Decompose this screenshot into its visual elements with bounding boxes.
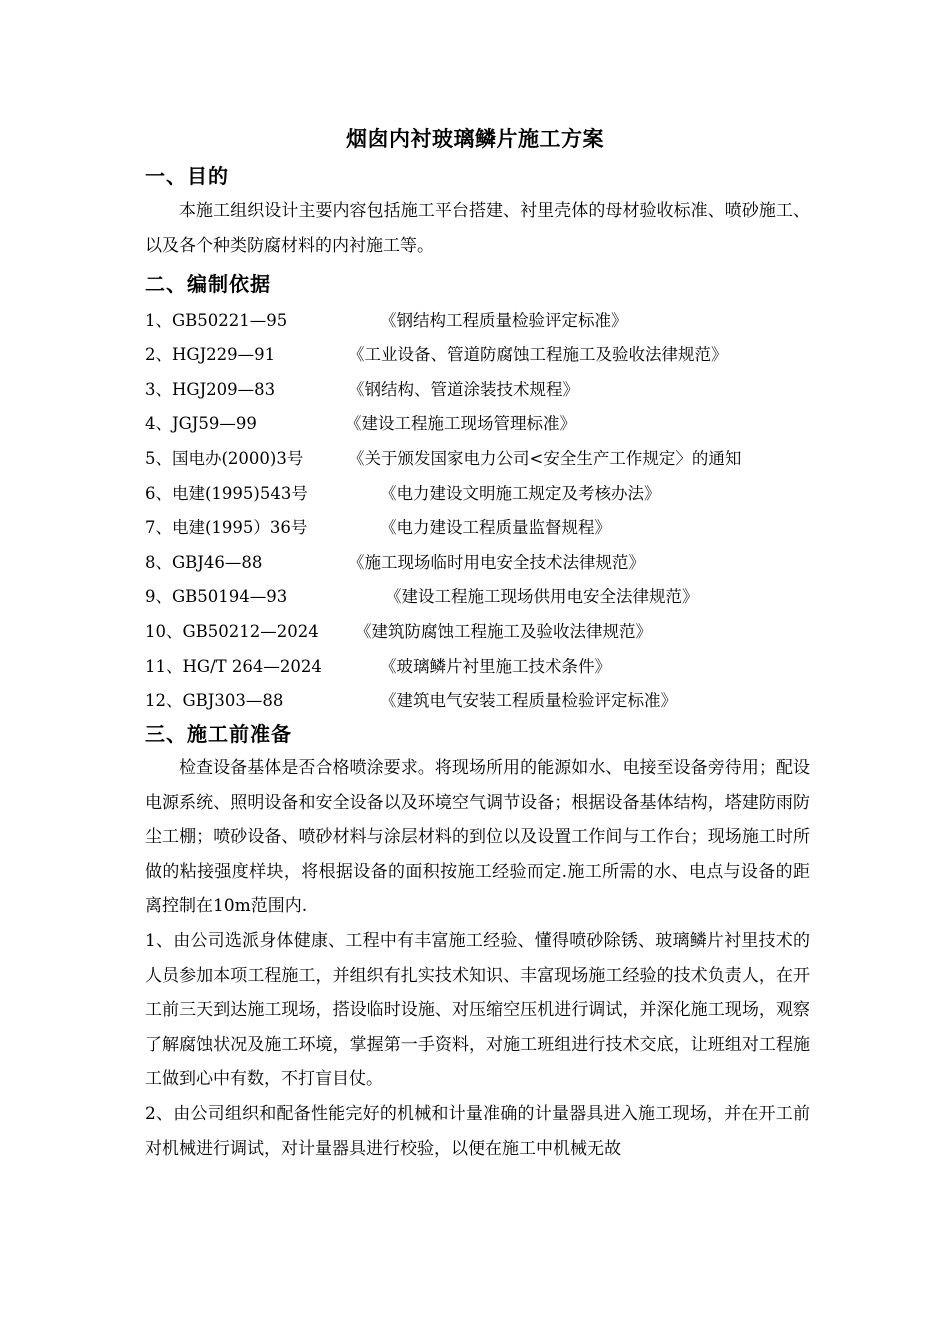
reference-title: 《关于颁发国家电力公司<安全生产工作规定〉的通知 [348, 449, 742, 468]
reference-item [145, 410, 845, 432]
reference-code: 8、GBJ46—88 [145, 553, 263, 572]
reference-title: 《建筑电气安装工程质量检验评定标准》 [380, 691, 677, 710]
section-heading-basis: 二、编制依据 [145, 272, 271, 296]
reference-code: 9、GB50194—93 [145, 587, 288, 606]
reference-code: 6、电建(1995)543号 [145, 484, 308, 503]
reference-code: 10、GB50212—2024 [145, 622, 319, 641]
reference-title: 《建设工程施工现场管理标准》 [345, 414, 576, 433]
reference-title: 《钢结构工程质量检验评定标准》 [380, 311, 628, 330]
reference-item [145, 549, 845, 571]
reference-item [145, 341, 845, 363]
document-title: 烟囱内衬玻璃鳞片施工方案 [346, 127, 604, 151]
reference-title: 《电力建设文明施工规定及考核办法》 [380, 484, 661, 503]
reference-item [145, 307, 845, 329]
reference-item [145, 583, 845, 605]
reference-item [145, 514, 845, 536]
reference-code: 4、JGJ59—99 [145, 414, 257, 433]
reference-item [145, 376, 845, 398]
preparation-paragraph: 检查设备基体是否合格喷涂要求。将现场所用的能源如水、电接至设备旁待用；配设电源系统、照明设备和安全设备以及环境空气调节设备；根据设备基体结构，塔建防雨防尘工棚；喷砂设备、喷砂材料与涂层材料的到位以及设置工作间与工作台；现场施工时所做的粘接强度样块，将根据设备的面积按施工经验而定.施工所需的水、电点与设备的距离控制在10m范围内. [145, 758, 810, 917]
reference-title: 《建设工程施工现场供用电安全法律规范》 [385, 587, 699, 606]
purpose-paragraph: 本施工组织设计主要内容包括施工平台搭建、衬里壳体的母材验收标准、喷砂施工、以及各个种类防腐材料的内衬施工等。 [145, 201, 810, 256]
reference-code: 3、HGJ209—83 [145, 380, 276, 399]
reference-title: 《玻璃鳞片衬里施工技术条件》 [380, 657, 611, 676]
reference-code: 1、GB50221—95 [145, 311, 288, 330]
section-heading-preparation: 三、施工前准备 [145, 722, 292, 746]
reference-item [145, 618, 845, 640]
reference-item [145, 687, 845, 709]
reference-title: 《工业设备、管道防腐蚀工程施工及验收法律规范》 [348, 345, 728, 364]
reference-code: 11、HG/T 264—2024 [145, 657, 322, 676]
reference-title: 《建筑防腐蚀工程施工及验收法律规范》 [355, 622, 652, 641]
reference-code: 7、电建(1995）36号 [145, 518, 308, 537]
reference-code: 12、GBJ303—88 [145, 691, 284, 710]
reference-title: 《钢结构、管道涂装技术规程》 [348, 380, 579, 399]
reference-title: 《电力建设工程质量监督规程》 [380, 518, 611, 537]
reference-item [145, 445, 845, 467]
section-heading-purpose: 一、目的 [145, 164, 229, 188]
reference-code: 2、HGJ229—91 [145, 345, 276, 364]
preparation-item-1: 1、由公司选派身体健康、工程中有丰富施工经验、懂得喷砂除锈、玻璃鳞片衬里技术的人员参加本项工程施工，并组织有扎实技术知识、丰富现场施工经验的技术负责人，在开工前三天到达施工现场，搭设临时设施、对压缩空压机进行调试，并深化施工现场，观察了解腐蚀状况及施工环境，掌握第一手资料，对施工班组进行技术交底，让班组对工程施工做到心中有数，不打盲目仗。 [145, 931, 810, 1090]
reference-item [145, 653, 845, 675]
reference-item [145, 480, 845, 502]
reference-title: 《施工现场临时用电安全技术法律规范》 [348, 553, 645, 572]
reference-code: 5、国电办(2000)3号 [145, 449, 304, 468]
preparation-item-2: 2、由公司组织和配备性能完好的机械和计量准确的计量器具进入施工现场，并在开工前对机械进行调试，对计量器具进行校验，以便在施工中机械无故 [145, 1104, 810, 1159]
